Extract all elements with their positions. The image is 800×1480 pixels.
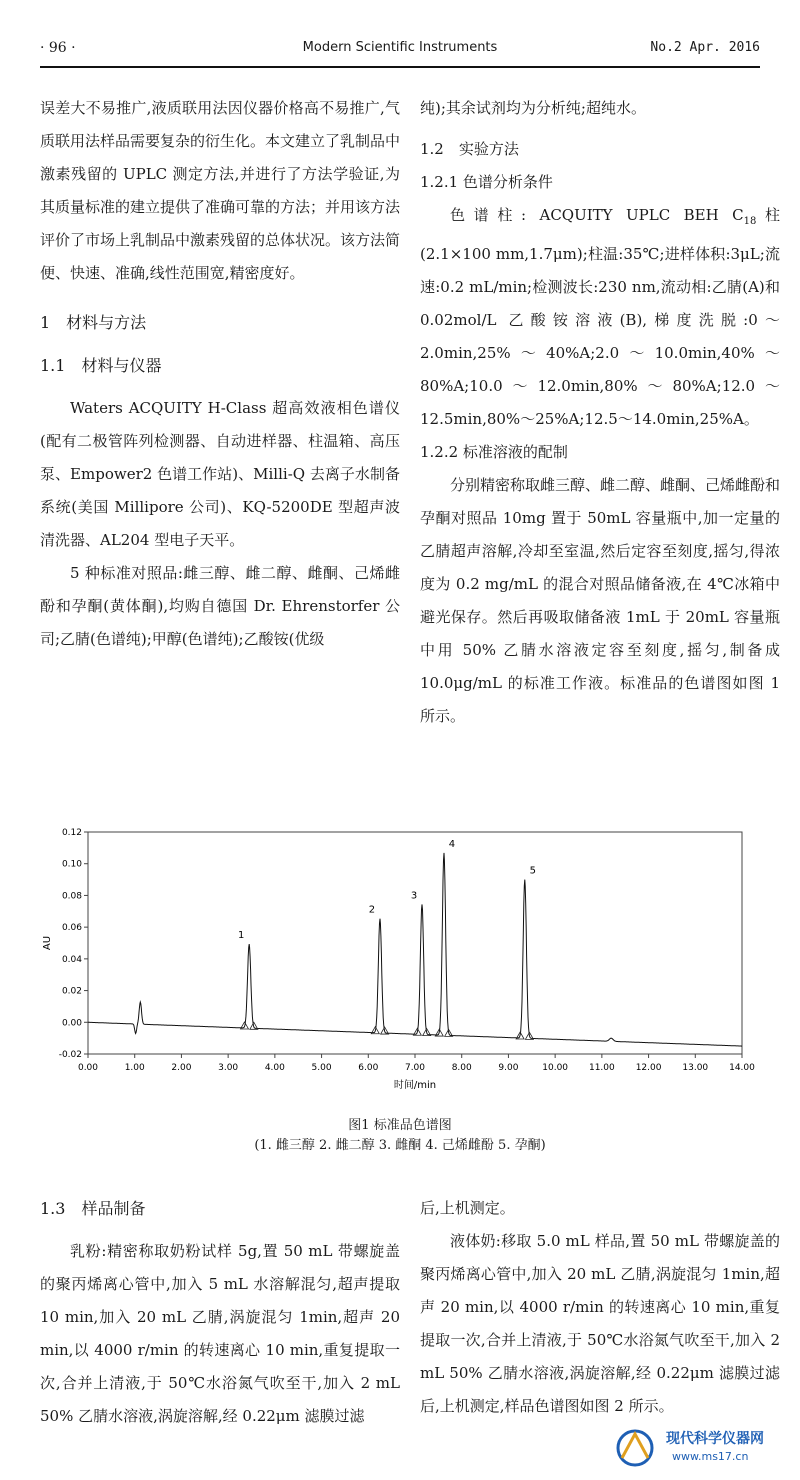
bottom-left-column (40, 1192, 400, 1433)
peak-label-4: 4 (448, 838, 456, 850)
section-1-heading: 1 材料与方法 (40, 313, 147, 332)
y-tick-label: 0.02 (61, 986, 82, 997)
x-tick-label: 5.00 (311, 1063, 332, 1073)
x-tick-label: 10.00 (542, 1063, 569, 1073)
plot-frame (88, 832, 742, 1054)
peak-label-5: 5 (529, 865, 536, 877)
chromatography-conditions: 色谱柱: ACQUITY UPLC BEH $C_{18}$柱(2.1×100 mm,1.7μm);柱温:35℃;进样体积:3μL;流速:0.2 mL/min;检测波长:230 nm,流动相:乙腈(A)和 0.02mol/L 乙酸铵溶液(B),梯度洗脱:0～2.0min,25%～40%A;2.0～10.0min,40%～80%A;10.0～12.0min,80%～80%A;12.0～12.5min,80%～25%A;12.5～14.0min,25%A。 (420, 206, 780, 428)
right-column (420, 92, 780, 733)
figure-title: 图1 标准品色谱图 (348, 1118, 452, 1133)
x-tick-label: 11.00 (588, 1063, 615, 1073)
x-tick-label: 1.00 (124, 1063, 145, 1073)
header-rule (40, 66, 760, 68)
site-watermark (612, 1424, 782, 1470)
y-tick-label: 0.06 (61, 923, 82, 934)
chromatogram-figure (40, 820, 760, 1110)
watermark-logo-icon (612, 1424, 658, 1470)
watermark-name: 现代科学仪器网 (666, 1431, 764, 1447)
peak-label-3: 3 (410, 890, 418, 902)
reagents-continued: 纯);其余试剂均为分析纯;超纯水。 (420, 99, 646, 117)
figure-legend: (1. 雌三醇 2. 雌二醇 3. 雌酮 4. 己烯雌酚 5. 孕酮) (254, 1138, 546, 1153)
x-tick-label: 9.00 (498, 1063, 519, 1073)
x-axis-label: 时间/min (393, 1080, 437, 1091)
standards-paragraph: 5 种标准对照品:雌三醇、雌二醇、雌酮、己烯雌酚和孕酮(黄体酮),均购自德国 Dr. Ehrenstorfer 公司;乙腈(色谱纯);甲醇(色谱纯);乙酸铵(优级 (40, 564, 400, 648)
issue-info: No.2 Apr. 2016 (650, 40, 760, 55)
bottom-right-column (420, 1192, 780, 1423)
section-1-2-heading: 1.2 实验方法 (420, 140, 519, 158)
watermark-url: www.ms17.cn (672, 1450, 749, 1463)
section-1-3-heading: 1.3 样品制备 (40, 1199, 146, 1218)
section-1-2-1-heading: 1.2.1 色谱分析条件 (420, 173, 553, 191)
x-tick-label: 14.00 (729, 1063, 755, 1073)
y-tick-label: 0.12 (61, 828, 82, 838)
intro-paragraph: 误差大不易推广,液质联用法因仪器价格高不易推广,气质联用法样品需要复杂的衍生化。本文建立了乳制品中激素残留的 UPLC 测定方法,并进行了方法学验证,为其质量标准的建立提供了准确可靠的方法；并用该方法评价了市场上乳制品中激素残留的总体状况。该方法简便、快速、准确,线性范围宽,精密度好。 (40, 99, 401, 282)
x-tick-label: 3.00 (218, 1063, 239, 1073)
journal-title: Modern Scientific Instruments (302, 40, 498, 55)
milk-powder-continued: 后,上机测定。 (420, 1199, 515, 1217)
standard-preparation-paragraph: 分别精密称取雌三醇、雌二醇、雌酮、己烯雌酚和孕酮对照品 10mg 置于 50mL 容量瓶中,加一定量的乙腈超声溶解,冷却至室温,然后定容至刻度,摇匀,得浓度为 0.2 mg/mL 的混合对照品储备液,在 4℃冰箱中避光保存。然后再吸取储备液 1mL 于 20mL 容量瓶中用 50% 乙腈水溶液定容至刻度,摇匀,制备成 10.0μg/mL 的标准工作液。标准品的色谱图如图 1 所示。 (420, 476, 781, 725)
x-tick-label: 2.00 (171, 1063, 192, 1073)
section-1-2-2-heading: 1.2.2 标准溶液的配制 (420, 443, 568, 461)
y-axis-label: AU (42, 935, 53, 951)
peak-label-1: 1 (237, 930, 245, 942)
peak-label-2: 2 (368, 904, 376, 916)
left-column (40, 92, 400, 656)
x-tick-label: 6.00 (358, 1063, 379, 1073)
x-tick-label: 4.00 (264, 1063, 285, 1073)
section-1-1-heading: 1.1 材料与仪器 (40, 356, 162, 375)
figure-caption (40, 1116, 760, 1156)
milk-powder-paragraph: 乳粉:精密称取奶粉试样 5g,置 50 mL 带螺旋盖的聚丙烯离心管中,加入 5 mL 水溶解混匀,超声提取 10 min,加入 20 mL 乙腈,涡旋混匀 1min,超声 20 min,以 4000 r/min 的转速离心 10 min,重复提取一次,合并上清液,于 50℃水浴氮气吹至干,加入 2 mL 50% 乙腈水溶液,涡旋溶解,经 0.22μm 滤膜过滤 (40, 1242, 400, 1425)
x-tick-label: 0.00 (77, 1063, 99, 1073)
x-tick-label: 8.00 (451, 1063, 472, 1073)
y-tick-label: 0.00 (61, 1018, 82, 1029)
page-header (40, 36, 760, 64)
y-tick-label: 0.04 (61, 954, 82, 965)
x-tick-label: 7.00 (404, 1063, 426, 1073)
page-number: · 96 · (40, 40, 76, 56)
x-tick-label: 12.00 (635, 1063, 662, 1073)
x-tick-label: 13.00 (682, 1063, 709, 1073)
y-tick-label: 0.08 (61, 891, 82, 902)
liquid-milk-paragraph: 液体奶:移取 5.0 mL 样品,置 50 mL 带螺旋盖的聚丙烯离心管中,加入 20 mL 乙腈,涡旋混匀 1min,超声 20 min,以 4000 r/min 的转速离心 10 min,重复提取一次,合并上清液,于 50℃水浴氮气吹至干,加入 2 mL 50% 乙腈水溶液,涡旋溶解,经 0.22μm 滤膜过滤后,上机测定,样品色谱图如图 2 所示。 (420, 1232, 780, 1415)
instruments-paragraph: Waters ACQUITY H-Class 超高效液相色谱仪(配有二极管阵列检测器、自动进样器、柱温箱、高压泵、Empower2 色谱工作站)、Milli-Q 去离子水制备系统(美国 Millipore 公司)、KQ-5200DE 型超声波清洗器、AL204 型电子天平。 (40, 399, 400, 549)
y-tick-label: -0.02 (58, 1050, 82, 1060)
chromatogram-trace (88, 853, 742, 1046)
y-tick-label: 0.10 (61, 859, 82, 870)
